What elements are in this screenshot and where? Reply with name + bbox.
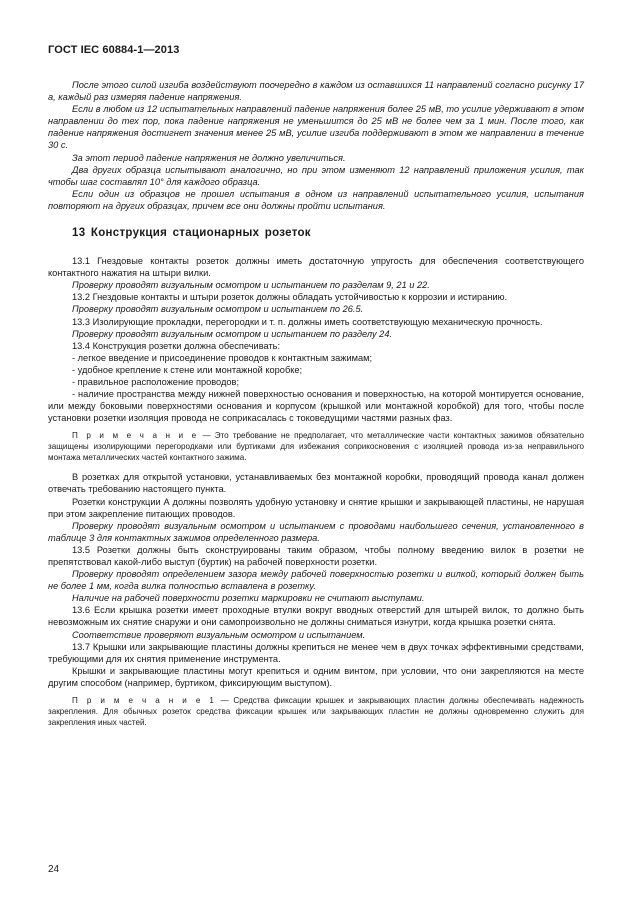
paragraph: Проверку проводят визуальным осмотром и испытанием по разделам 9, 21 и 22. bbox=[72, 280, 430, 291]
paragraph: - легкое введение и присоединение проводов к контактным зажимам; bbox=[72, 352, 373, 363]
paragraph: 13.2 Гнездовые контакты и штыри розеток должны обладать устойчивостью к коррозии и истиранию. bbox=[72, 292, 508, 303]
paragraph: Проверку проводят визуальным осмотром и испытанием по разделу 24. bbox=[72, 328, 393, 339]
note-2-label: П р и м е ч а н и е 1 bbox=[72, 696, 217, 706]
note-1 bbox=[48, 430, 584, 463]
paragraph: После этого силой изгиба воздействуют поочередно в каждом из оставшихся 11 направлений согласно рисунку 17 а, каждый раз измеряя падение напряжения. bbox=[48, 80, 584, 103]
note-1-text: — Это требование не предполагает, что металлические части контактных зажимов обязательно защищены изолирующими перегородками или буртиками для избежания соприкосновения с изоляцией провода из-за неправильного монтажа металлических частей контактного зажима. bbox=[48, 431, 585, 463]
page-content bbox=[48, 79, 584, 736]
note-2-text: — Средства фиксации крышек и закрывающих пластин должны обеспечивать надежность закрепления. Для обычных розеток средства фиксации крышек или закрывающих пластин не должны одновременно служить для закрепления иных частей. bbox=[48, 696, 584, 728]
body-paragraphs-2 bbox=[48, 471, 584, 689]
paragraph: Проверку проводят визуальным осмотром и испытанием по 26.5. bbox=[72, 304, 364, 315]
paragraph: Если в любом из 12 испытательных направлений падение напряжения более 25 мВ, то усилие удерживают в этом направлении до тех пор, пока падение напряжения не уменьшится до 25 мВ не более чем за 1 мин. После того, как падение напряжения достигнет значения менее 25 мВ, усилие изгиба поддерживают в этом же направлении в течение 30 с. bbox=[48, 104, 584, 151]
top-paragraphs bbox=[48, 79, 584, 212]
paragraph: 13.7 Крышки или закрывающие пластины должны крепиться не менее чем в двух точках эффективными средствами, требующими для их снятия применение инструмента. bbox=[48, 641, 584, 664]
note-2 bbox=[48, 695, 584, 728]
paragraph: Соответствие проверяют визуальным осмотром и испытанием. bbox=[72, 629, 366, 640]
section-title: 13 Конструкция стационарных розеток bbox=[72, 227, 311, 240]
paragraph: Два других образца испытывают аналогично, но при этом изменяют 12 направлений приложения усилия, так чтобы шаг составлял 10° для каждого образца. bbox=[48, 164, 584, 187]
document-header: ГОСТ IEC 60884-1—2013 bbox=[48, 44, 180, 56]
paragraph: В розетках для открытой установки, устанавливаемых без монтажной коробки, проводящий провода канал должен отвечать требованию настоящего пункта. bbox=[48, 472, 584, 495]
paragraph: 13.6 Если крышка розетки имеет проходные втулки вокруг вводных отверстий для штырей вилок, то должно быть невозможным их снятие снаружи и они самопроизвольно не должны сниматься изнутри, когда крышка розетки снята. bbox=[48, 605, 584, 628]
paragraph: Наличие на рабочей поверхности розетки маркировки не считают выступами. bbox=[72, 593, 425, 604]
paragraph: Розетки конструкции А должны позволять удобную установку и снятие крышки и закрывающей пластины, не нарушая при этом закрепление питающих проводов. bbox=[48, 496, 584, 519]
body-paragraphs bbox=[48, 255, 584, 424]
note-1-label: П р и м е ч а н и е bbox=[72, 431, 199, 441]
paragraph: 13.4 Конструкция розетки должна обеспечивать: bbox=[72, 340, 281, 351]
paragraph: За этот период падение напряжения не должно увеличиться. bbox=[72, 152, 346, 163]
paragraph: Проверку проводят визуальным осмотром и испытанием с проводами наибольшего сечения, установленного в таблице 3 для контактных зажимов определенного размера. bbox=[48, 520, 584, 543]
page-number: 24 bbox=[48, 864, 60, 875]
paragraph: - наличие пространства между нижней поверхностью основания и поверхностью, на которой монтируется основание, или между боковыми поверхностями основания и корпусом (крышкой или монтажной коробкой) для того, чтобы после установки розетки изоляция провода не соприкасалась с токоведущими частями разных фаз. bbox=[48, 389, 584, 424]
paragraph: 13.3 Изолирующие прокладки, перегородки и т. п. должны иметь соответствующую механическую прочность. bbox=[72, 316, 543, 327]
paragraph: Если один из образцов не прошел испытания в одном из направлений испытательного усилия, испытания повторяют на других образцах, причем все они должны пройти испытания. bbox=[48, 188, 584, 211]
paragraph: 13.5 Розетки должны быть сконструированы таким образом, чтобы полному введению вилок в розетки не препятствовал какой-либо выступ (буртик) на рабочей поверхности розетки. bbox=[48, 544, 584, 567]
paragraph: Проверку проводят определением зазора между рабочей поверхностью розетки и вилкой, который должен быть не более 1 мм, когда вилка полностью вставлена в розетку. bbox=[48, 569, 584, 592]
paragraph: - удобное крепление к стене или монтажной коробке; bbox=[72, 364, 303, 375]
paragraph: - правильное расположение проводов; bbox=[72, 376, 240, 387]
paragraph: Крышки и закрывающие пластины могут крепиться и одним винтом, при условии, что они закрепляются на месте другим способом (например, буртиком, фиксирующим выступом). bbox=[48, 665, 584, 688]
paragraph: 13.1 Гнездовые контакты розеток должны иметь достаточную упругость для обеспечения соответствующего контактного нажатия на штыри вилки. bbox=[48, 256, 584, 279]
